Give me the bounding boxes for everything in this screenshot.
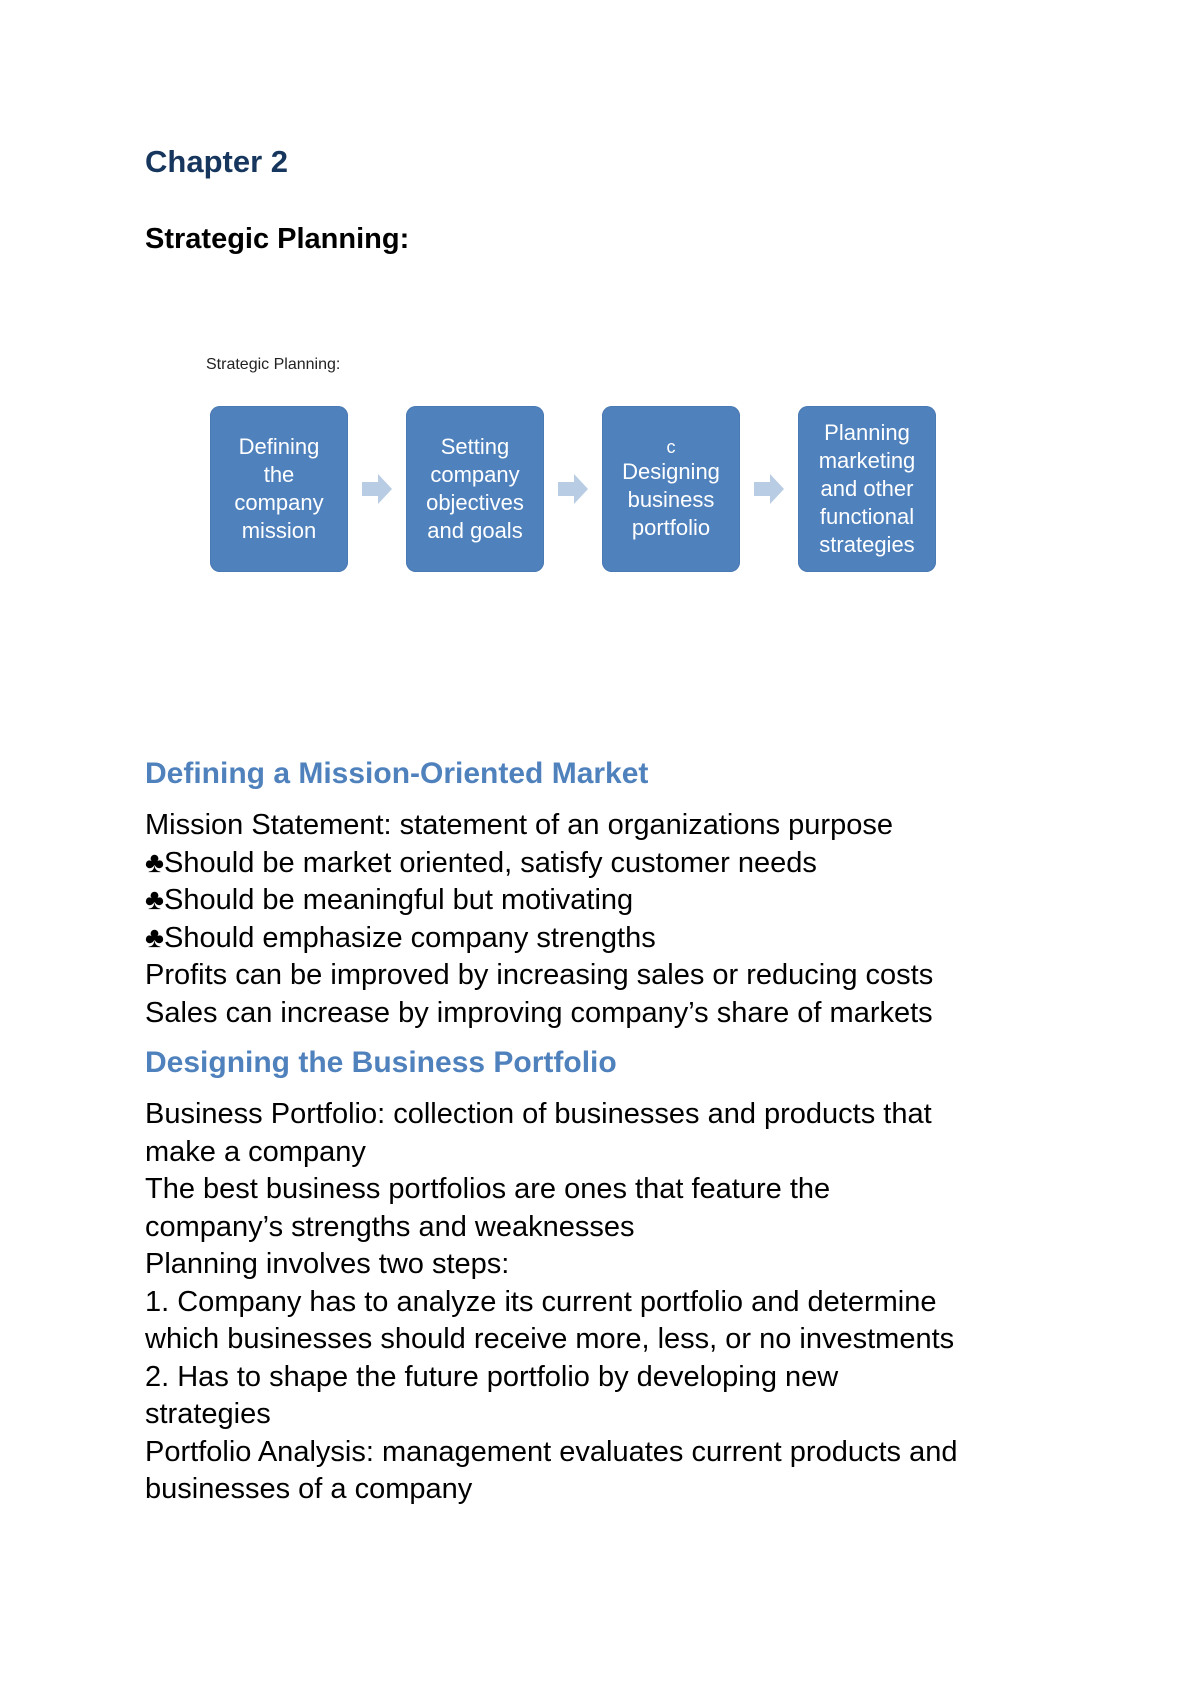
body-line: company’s strengths and weaknesses xyxy=(145,1210,635,1243)
chapter-title: Chapter 2 xyxy=(145,144,288,179)
body-line: Sales can increase by improving company’s share of markets xyxy=(145,996,933,1029)
step-line: Planning xyxy=(824,420,910,445)
body-line: Portfolio Analysis: management evaluates current products and xyxy=(145,1435,958,1468)
body-line: strategies xyxy=(145,1398,271,1430)
document-body xyxy=(145,757,1075,1509)
step-line: business xyxy=(627,487,715,512)
arrow-right-icon xyxy=(360,472,394,506)
step-line: Defining xyxy=(238,434,320,459)
body-line: 1. Company has to analyze its current portfolio and determine xyxy=(145,1285,937,1318)
page-subtitle: Strategic Planning: xyxy=(145,223,410,255)
section-heading-portfolio: Designing the Business Portfolio xyxy=(145,1046,617,1079)
step-designing-portfolio xyxy=(602,406,740,572)
mission-statement-line: Mission Statement: statement of an organizations purpose xyxy=(145,809,893,841)
arrow-right-icon xyxy=(752,472,786,506)
step-line: portfolio xyxy=(631,515,711,540)
step-line: marketing xyxy=(818,448,916,473)
bullet-line: ♣Should be meaningful but motivating xyxy=(145,884,634,916)
step-line: and other xyxy=(820,476,914,501)
body-line: Profits can be improved by increasing sales or reducing costs xyxy=(145,959,934,991)
section-heading-mission: Defining a Mission-Oriented Market xyxy=(145,757,649,790)
step-line: the xyxy=(263,462,295,487)
step-line: company xyxy=(234,490,324,515)
step-line: objectives xyxy=(426,490,524,515)
step-line: Designing xyxy=(622,459,720,484)
strategic-planning-diagram xyxy=(200,350,960,590)
step-line: strategies xyxy=(819,532,915,557)
body-line: businesses of a company xyxy=(145,1473,473,1505)
step-mark: c xyxy=(666,437,676,457)
body-line: 2. Has to shape the future portfolio by developing new xyxy=(145,1360,839,1393)
bullet-line: ♣Should be market oriented, satisfy customer needs xyxy=(145,846,817,879)
step-line: company xyxy=(430,462,520,487)
step-line: Setting xyxy=(440,434,510,459)
bullet-line: ♣Should emphasize company strengths xyxy=(145,921,656,954)
step-line: functional xyxy=(819,504,915,529)
body-line: make a company xyxy=(145,1135,366,1168)
body-line: The best business portfolios are ones that feature the xyxy=(145,1173,831,1205)
step-setting-objectives xyxy=(406,406,544,572)
step-planning-strategies xyxy=(798,406,936,572)
step-line: mission xyxy=(241,518,317,543)
body-line: which businesses should receive more, less, or no investments xyxy=(145,1323,955,1355)
step-defining-mission xyxy=(210,406,348,572)
body-line: Planning involves two steps: xyxy=(145,1248,510,1280)
body-line: Business Portfolio: collection of businesses and products that xyxy=(145,1098,932,1130)
step-line: and goals xyxy=(427,518,523,543)
diagram-title: Strategic Planning: xyxy=(206,356,341,373)
arrow-right-icon xyxy=(556,472,590,506)
